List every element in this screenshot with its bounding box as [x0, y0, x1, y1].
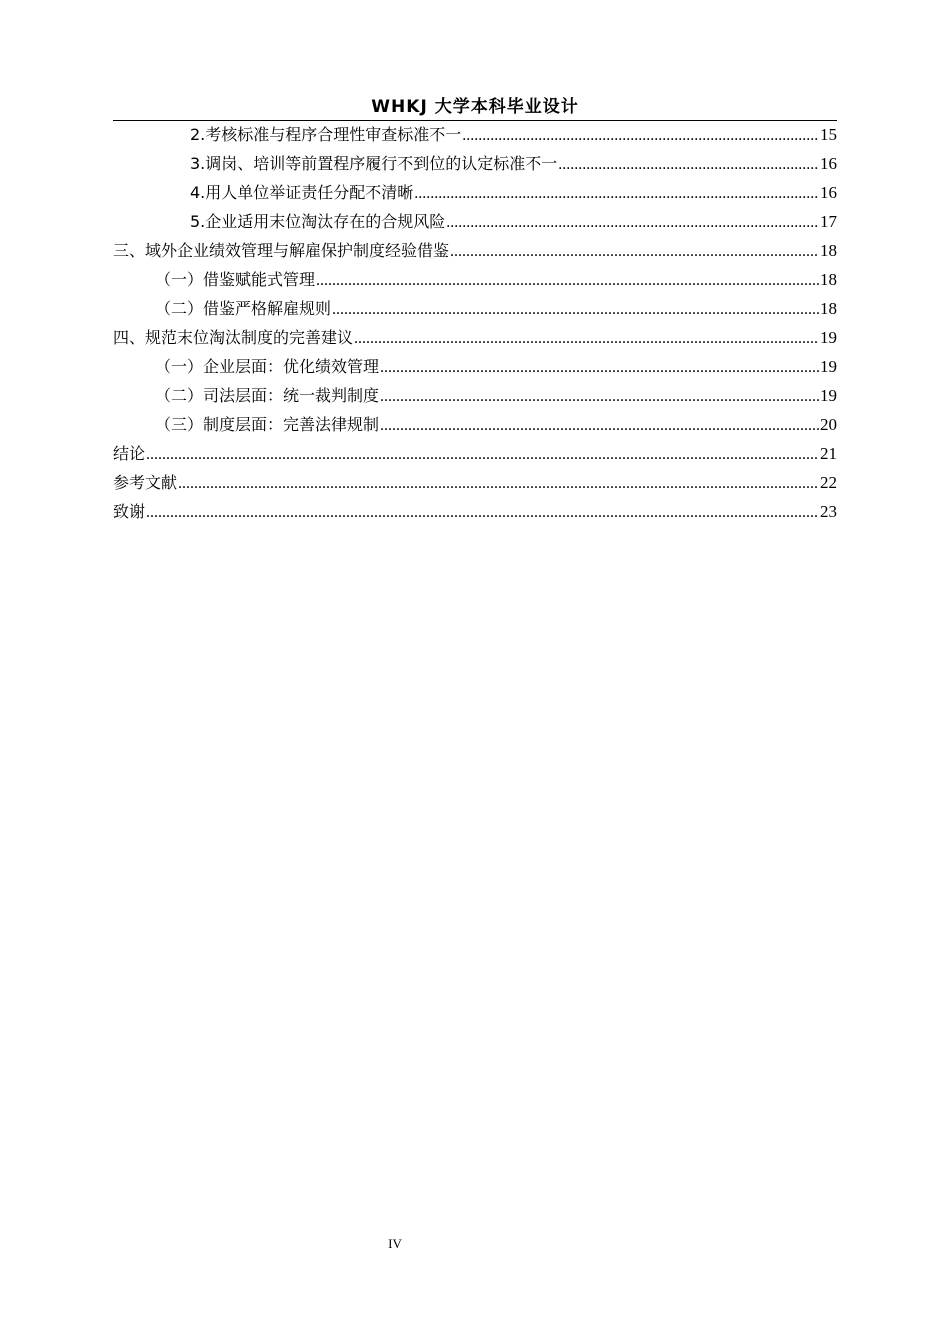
toc-dot-leader	[332, 295, 819, 324]
toc-entry-page-number: 19	[820, 328, 837, 347]
header-title: WHKJ 大学本科毕业设计	[371, 97, 579, 117]
toc-entry[interactable]	[113, 381, 837, 410]
toc-entry-page-number: 20	[820, 415, 837, 434]
toc-entry[interactable]	[113, 207, 837, 236]
toc-entry[interactable]	[113, 439, 837, 468]
toc-entry[interactable]	[113, 294, 837, 323]
toc-dot-leader	[558, 150, 819, 179]
toc-dot-leader	[462, 121, 819, 150]
toc-entry-page-number: 15	[820, 125, 837, 144]
toc-entry-page-number: 17	[820, 212, 837, 231]
toc-entry[interactable]	[113, 352, 837, 381]
toc-entry-page-number: 22	[820, 473, 837, 492]
toc-dot-leader	[354, 324, 819, 353]
toc-entry-label: 三、域外企业绩效管理与解雇保护制度经验借鉴	[113, 241, 450, 260]
toc-entry-label: （一）企业层面：优化绩效管理	[155, 357, 380, 376]
toc-entry[interactable]	[113, 497, 837, 526]
toc-entry-label: 2.考核标准与程序合理性审查标准不一	[190, 125, 462, 144]
toc-entry-page-number: 19	[820, 357, 837, 376]
toc-dot-leader	[146, 498, 819, 527]
toc-entry-page-number: 16	[820, 154, 837, 173]
toc-entry[interactable]	[113, 149, 837, 178]
toc-entry[interactable]	[113, 178, 837, 207]
toc-entry-label: 四、规范末位淘汰制度的完善建议	[113, 328, 354, 347]
toc-entry-page-number: 19	[820, 386, 837, 405]
toc-entry-label: 致谢	[113, 502, 146, 521]
toc-dot-leader	[414, 179, 819, 208]
toc-entry-page-number: 21	[820, 444, 837, 463]
toc-entry-label: 5.企业适用末位淘汰存在的合规风险	[190, 212, 446, 231]
toc-dot-leader	[446, 208, 819, 237]
toc-entry-label: 参考文献	[113, 473, 178, 492]
toc-entry[interactable]	[113, 323, 837, 352]
toc-dot-leader	[380, 411, 819, 440]
toc-dot-leader	[380, 353, 819, 382]
toc-entry-label: （二）借鉴严格解雇规则	[155, 299, 332, 318]
toc-entry[interactable]	[113, 410, 837, 439]
toc-entry-page-number: 18	[820, 299, 837, 318]
toc-entry[interactable]	[113, 120, 837, 149]
toc-dot-leader	[316, 266, 819, 295]
toc-entry-label: 结论	[113, 444, 146, 463]
toc-dot-leader	[380, 382, 819, 411]
toc-entry[interactable]	[113, 236, 837, 265]
toc-dot-leader	[146, 440, 819, 469]
toc-entry-label: （一）借鉴赋能式管理	[155, 270, 316, 289]
toc-entry[interactable]	[113, 265, 837, 294]
toc-entry-label: 3.调岗、培训等前置程序履行不到位的认定标准不一	[190, 154, 558, 173]
table-of-contents	[113, 120, 837, 526]
page-number: IV	[388, 1236, 402, 1251]
page-header	[113, 94, 837, 121]
toc-entry-label: 4.用人单位举证责任分配不清晰	[190, 183, 414, 202]
toc-entry-page-number: 16	[820, 183, 837, 202]
toc-entry-label: （二）司法层面：统一裁判制度	[155, 386, 380, 405]
toc-entry-page-number: 23	[820, 502, 837, 521]
toc-entry-page-number: 18	[820, 270, 837, 289]
toc-entry-page-number: 18	[820, 241, 837, 260]
toc-dot-leader	[178, 469, 819, 498]
toc-entry-label: （三）制度层面：完善法律规制	[155, 415, 380, 434]
toc-dot-leader	[450, 237, 819, 266]
toc-entry[interactable]	[113, 468, 837, 497]
